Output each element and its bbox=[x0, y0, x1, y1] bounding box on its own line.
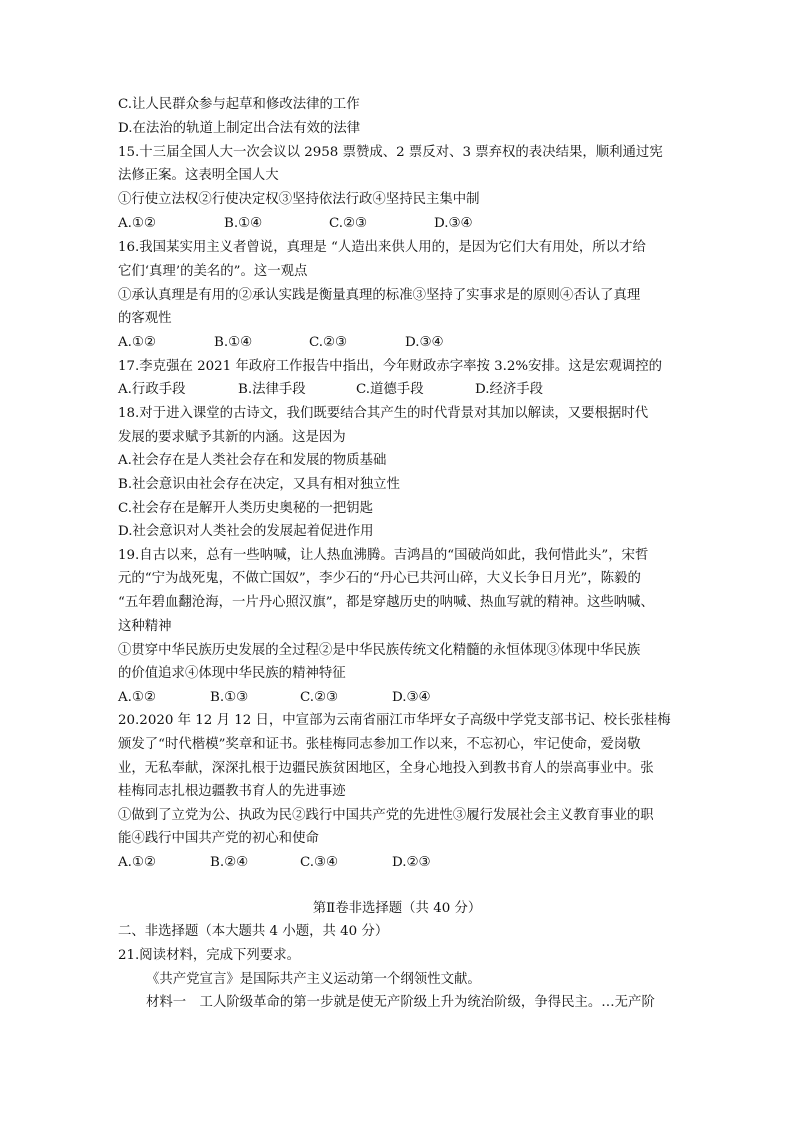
q20-stem-line3: 业，无私奉献，深深扎根于边疆民族贫困地区，全身心地投入到教书育人的崇高事业中。张 bbox=[118, 761, 654, 776]
q19-items-line2: 的价值追求④体现中华民族的精神特征 bbox=[118, 666, 346, 681]
q17-option-d: D.经济手段 bbox=[475, 382, 544, 397]
q21-intro: 《共产党宣言》是国际共产主义运动第一个纲领性文献。 bbox=[146, 972, 481, 987]
q20-option-c: C.③④ bbox=[300, 855, 339, 870]
q17-stem: 17.李克强在 2021 年政府工作报告中指出，今年财政赤字率按 3.2%安排。这是宏观调控的 bbox=[118, 359, 663, 374]
q15-option-d: D.③④ bbox=[434, 216, 473, 231]
q18-option-d: D.社会意识对人类社会的发展起着促进作用 bbox=[118, 524, 374, 539]
q15-stem-line2: 法修正案。这表明全国人大 bbox=[118, 168, 279, 183]
q19-option-b: B.①③ bbox=[210, 690, 249, 705]
q16-option-c: C.②③ bbox=[309, 335, 348, 350]
part2-section-heading: 二、非选择题（本大题共 4 小题，共 40 分） bbox=[118, 924, 389, 939]
q15-option-c: C.②③ bbox=[329, 216, 368, 231]
q20-option-a: A.①② bbox=[118, 855, 156, 870]
q16-items-line2: 的客观性 bbox=[118, 311, 172, 326]
q20-option-d: D.②③ bbox=[392, 855, 431, 870]
q19-stem-line1: 19.自古以来，总有一些呐喊，让人热血沸腾。吉鸿昌的“国破尚如此，我何惜此头”，宋哲 bbox=[118, 548, 649, 563]
q15-option-b: B.①④ bbox=[224, 216, 263, 231]
q20-stem-line2: 颁发了“时代楷模”奖章和证书。张桂梅同志参加工作以来，不忘初心，牢记使命，爱岗敬 bbox=[118, 737, 641, 752]
q15-items: ①行使立法权②行使决定权③坚持依法行政④坚持民主集中制 bbox=[118, 192, 480, 207]
q16-option-a: A.①② bbox=[118, 335, 156, 350]
q20-items-line2: 能④践行中国共产党的初心和使命 bbox=[118, 831, 319, 846]
q16-option-d: D.③④ bbox=[405, 335, 444, 350]
q19-option-d: D.③④ bbox=[392, 690, 431, 705]
q20-option-b: B.②④ bbox=[210, 855, 249, 870]
part2-title: 第Ⅱ卷非选择题（共 40 分） bbox=[312, 901, 482, 916]
q16-option-b: B.①④ bbox=[214, 335, 253, 350]
q16-stem-line1: 16.我国某实用主义者曾说，真理是 “人造出来供人用的，是因为它们大有用处，所以才给 bbox=[118, 240, 646, 255]
q17-option-b: B.法律手段 bbox=[238, 382, 306, 397]
q15-option-a: A.①② bbox=[118, 216, 156, 231]
q18-option-a: A.社会存在是人类社会存在和发展的物质基础 bbox=[118, 453, 387, 468]
q19-option-a: A.①② bbox=[118, 690, 156, 705]
q21-material-1: 材料一 工人阶级革命的第一步就是使无产阶级上升为统治阶级，争得民主。…无产阶 bbox=[146, 995, 655, 1010]
q16-stem-line2: 它们‘真理’的美名的”。这一观点 bbox=[118, 264, 308, 279]
q17-option-c: C.道德手段 bbox=[356, 382, 424, 397]
q14-option-d: D.在法治的轨道上制定出合法有效的法律 bbox=[118, 121, 361, 136]
q20-stem-line4: 桂梅同志扎根边疆教书育人的先进事迹 bbox=[118, 784, 346, 799]
q20-stem-line1: 20.2020 年 12 月 12 日，中宣部为云南省丽江市华坪女子高级中学党支部书记、校长张桂梅 bbox=[118, 713, 671, 728]
q17-option-a: A.行政手段 bbox=[118, 382, 186, 397]
q20-items-line1: ①做到了立党为公、执政为民②践行中国共产党的先进性③履行发展社会主义教育事业的职 bbox=[118, 808, 654, 823]
q19-stem-line3: “五年碧血翻沧海，一片丹心照汉旗”，都是穿越历史的呐喊、热血写就的精神。这些呐喊、 bbox=[118, 595, 654, 610]
q18-stem-line2: 发展的要求赋予其新的内涵。这是因为 bbox=[118, 430, 346, 445]
q19-option-c: C.②③ bbox=[300, 690, 339, 705]
q18-stem-line1: 18.对于进入课堂的古诗文，我们既要结合其产生的时代背景对其加以解读，又要根据时代 bbox=[118, 406, 649, 421]
q19-stem-line2: 元的“宁为战死鬼，不做亡国奴”，李少石的“丹心已共河山碎，大义长争日月光”，陈毅的 bbox=[118, 571, 641, 586]
q19-items-line1: ①贯穿中华民族历史发展的全过程②是中华民族传统文化精髓的永恒体现③体现中华民族 bbox=[118, 643, 641, 658]
q15-stem-line1: 15.十三届全国人大一次会议以 2958 票赞成、2 票反对、3 票弃权的表决结果，顺利通过宪 bbox=[118, 145, 663, 160]
q14-option-c: C.让人民群众参与起草和修改法律的工作 bbox=[118, 97, 360, 112]
q18-option-b: B.社会意识由社会存在决定，又具有相对独立性 bbox=[118, 477, 400, 492]
q18-option-c: C.社会存在是解开人类历史奥秘的一把钥匙 bbox=[118, 501, 374, 516]
q19-stem-line4: 这种精神 bbox=[118, 619, 172, 634]
q21-stem: 21.阅读材料，完成下列要求。 bbox=[118, 948, 300, 963]
q16-items-line1: ①承认真理是有用的②承认实践是衡量真理的标准③坚持了实事求是的原则④否认了真理 bbox=[118, 288, 641, 303]
